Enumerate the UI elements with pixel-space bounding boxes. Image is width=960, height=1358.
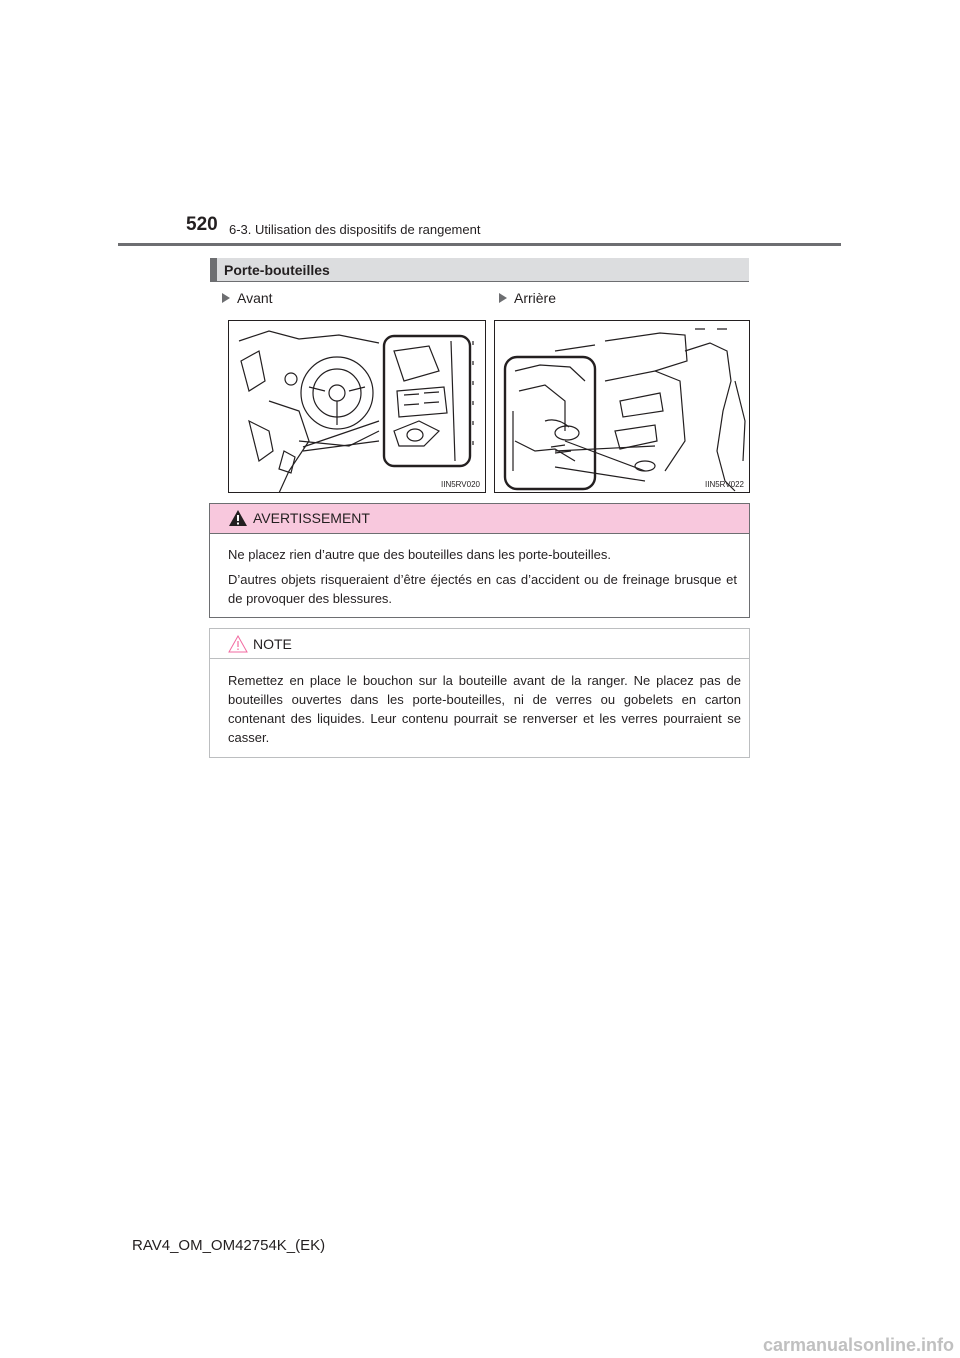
warning-box: [209, 503, 750, 618]
label-rear: [499, 290, 556, 306]
heading-accent: [210, 258, 217, 281]
rear-door-illustration: [495, 321, 750, 493]
figure-front: [228, 320, 486, 493]
warning-title: AVERTISSEMENT: [253, 510, 370, 526]
figure-front-code: IIN5RV020: [441, 480, 480, 489]
label-front-text: Avant: [237, 290, 273, 306]
note-title: NOTE: [253, 636, 292, 652]
warning-header: [210, 504, 749, 534]
triangle-bullet-icon: [222, 293, 230, 303]
note-box: [209, 628, 750, 758]
label-rear-text: Arrière: [514, 290, 557, 306]
note-header: [210, 629, 749, 659]
warning-paragraph-1: Ne placez rien d’autre que des bouteilles dans les porte-bouteilles.: [228, 547, 612, 562]
footer-doc-code: RAV4_OM_OM42754K_(EK): [132, 1237, 326, 1254]
triangle-bullet-icon: [499, 293, 507, 303]
front-door-illustration: [229, 321, 486, 493]
header-rule: [118, 243, 841, 246]
section-heading-text: Porte-bouteilles: [224, 262, 330, 278]
figure-rear: [494, 320, 750, 493]
caution-outline-triangle-icon: [228, 635, 248, 653]
label-front: [222, 290, 273, 306]
page-number: 520: [186, 214, 218, 235]
note-paragraph-1: Remettez en place le bouchon sur la bouteille avant de la ranger. Ne placez pas de bouteilles ouvertes dans les porte-bouteilles, ni de verres ou gobelets en carton contenant des liquides. Leur contenu pourrait se renverser et les verres pourraient se casser.: [228, 673, 741, 745]
section-heading: [210, 258, 749, 282]
watermark: carmanualsonline.info: [762, 1335, 954, 1355]
section-title: 6-3. Utilisation des dispositifs de rangement: [229, 222, 481, 237]
figure-rear-code: IIN5RV022: [705, 480, 744, 489]
warning-triangle-icon: [228, 509, 248, 527]
warning-paragraph-2: D’autres objets risqueraient d’être éjectés en cas d’accident ou de freinage brusque et de provoquer des blessures.: [228, 572, 737, 606]
